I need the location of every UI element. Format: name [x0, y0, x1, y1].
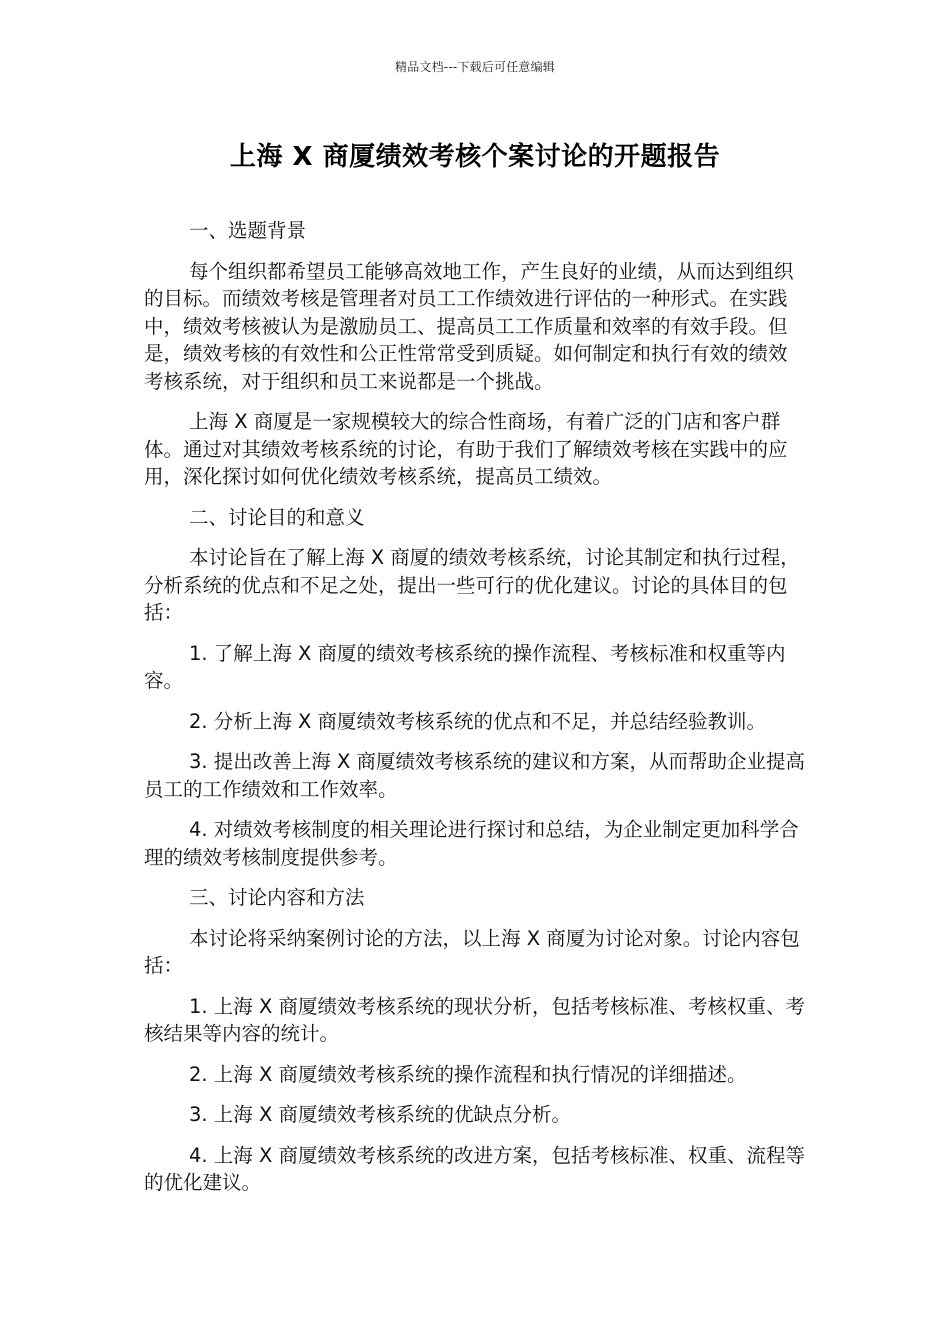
header-note: 精品文档---下载后可任意编辑	[395, 60, 555, 74]
section-heading-content-method: 三、讨论内容和方法	[189, 886, 365, 909]
list-item: 3. 上海 X 商厦绩效考核系统的优缺点分析。	[189, 1103, 572, 1126]
paragraph: 每个组织都希望员工能够高效地工作，产生良好的业绩，从而达到组织的目标。而绩效考核是管理者对员工工作绩效进行评估的一种形式。在实践中，绩效考核被认为是激励员工、提高员工工作质量和效率的有效手段。但是，绩效考核的有效性和公正性常常受到质疑。如何制定和执行有效的绩效考核系统，对于组织和员工来说都是一个挑战。	[144, 259, 794, 393]
section-heading-background: 一、选题背景	[189, 219, 307, 242]
list-item: 4. 上海 X 商厦绩效考核系统的改进方案，包括考核标准、权重、流程等的优化建议。	[144, 1143, 806, 1194]
document-body	[144, 217, 806, 1210]
paragraph: 上海 X 商厦是一家规模较大的综合性商场，有着广泛的门店和客户群体。通过对其绩效考核系统的讨论，有助于我们了解绩效考核在实践中的应用，深化探讨如何优化绩效考核系统，提高员工绩效。	[144, 410, 788, 488]
list-item: 2. 上海 X 商厦绩效考核系统的操作流程和执行情况的详细描述。	[189, 1062, 747, 1086]
section-heading-purpose: 二、讨论目的和意义	[189, 505, 365, 529]
list-item: 1. 上海 X 商厦绩效考核系统的现状分析，包括考核标准、考核权重、考核结果等内容的统计。	[144, 994, 806, 1045]
paragraph: 本讨论旨在了解上海 X 商厦的绩效考核系统，讨论其制定和执行过程，分析系统的优点和不足之处，提出一些可行的优化建议。讨论的具体目的包括：	[144, 546, 800, 624]
document-title: 上海 X 商厦绩效考核个案讨论的开题报告	[229, 142, 721, 172]
list-item: 2. 分析上海 X 商厦绩效考核系统的优点和不足，并总结经验教训。	[189, 709, 767, 733]
paragraph: 本讨论将采纳案例讨论的方法，以上海 X 商厦为讨论对象。讨论内容包括：	[144, 926, 800, 977]
list-item: 4. 对绩效考核制度的相关理论进行探讨和总结，为企业制定更加科学合理的绩效考核制度提供参考。	[144, 818, 799, 869]
list-item: 3. 提出改善上海 X 商厦绩效考核系统的建议和方案，从而帮助企业提高员工的工作绩效和工作效率。	[144, 750, 806, 801]
list-item: 1. 了解上海 X 商厦的绩效考核系统的操作流程、考核标准和权重等内容。	[144, 641, 786, 692]
